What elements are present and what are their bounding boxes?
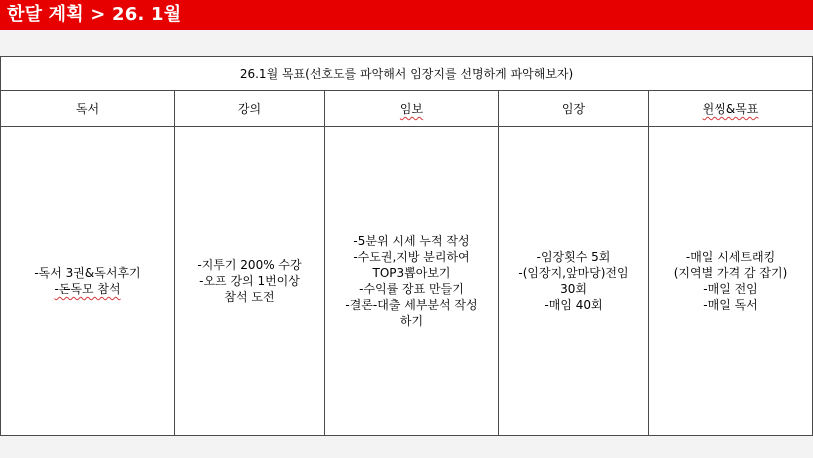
column-body-site-visit [499,127,649,436]
plan-item: -매임 40회 [544,298,603,313]
column-body-lecture [175,127,325,436]
column-header-reading [1,91,175,127]
plan-item: -돈독모 참석 [54,282,121,297]
column-header-one-thing-goal [649,91,813,127]
plan-item: -지투기 200% 수강 [197,258,302,273]
footer-gap [0,436,813,458]
column-header-report [325,91,499,127]
plan-item: -매일 전임 [703,282,758,297]
page-title: 한달 계획 > 26. 1월 [7,4,182,25]
goal-title-cell [1,57,813,91]
goal-title: 26.1월 목표(선호도를 파악해서 임장지를 선명하게 파악해보자) [239,66,574,81]
plan-item: -매일 시세트래킹 [685,250,776,265]
plan-item: -결론-대출 세부분석 작성 [345,298,478,313]
header-gap [0,30,813,57]
column-body-report [325,127,499,436]
column-header-label: 강의 [237,101,262,116]
column-header-site-visit [499,91,649,127]
plan-item: -수도권,지방 분리하여 [353,250,470,265]
column-header-label: 임장 [561,101,586,116]
column-header-label: 독서 [75,101,100,116]
plan-item: -5분위 시세 누적 작성 [353,234,470,249]
column-header-label: 윈씽&목표 [702,101,759,116]
plan-item: -수익률 장표 만들기 [359,282,464,297]
plan-item: 참석 도전 [224,290,275,305]
page-header [0,0,813,30]
plan-item: (지역별 가격 감 잡기) [673,266,788,281]
column-header-lecture [175,91,325,127]
column-body-one-thing-goal [649,127,813,436]
plan-item: TOP3뽑아보기 [372,266,451,281]
column-header-label: 임보 [399,101,424,116]
plan-item: -매일 독서 [703,298,758,313]
plan-item: 하기 [399,314,424,329]
plan-item: 30회 [560,282,587,297]
monthly-plan-table [0,56,813,436]
plan-item: -(임장지,앞마당)전임 [518,266,629,281]
column-body-reading [1,127,175,436]
plan-item: -독서 3권&독서후기 [34,266,141,281]
plan-item: -임장횟수 5회 [536,250,611,265]
plan-item: -오프 강의 1번이상 [199,274,300,289]
